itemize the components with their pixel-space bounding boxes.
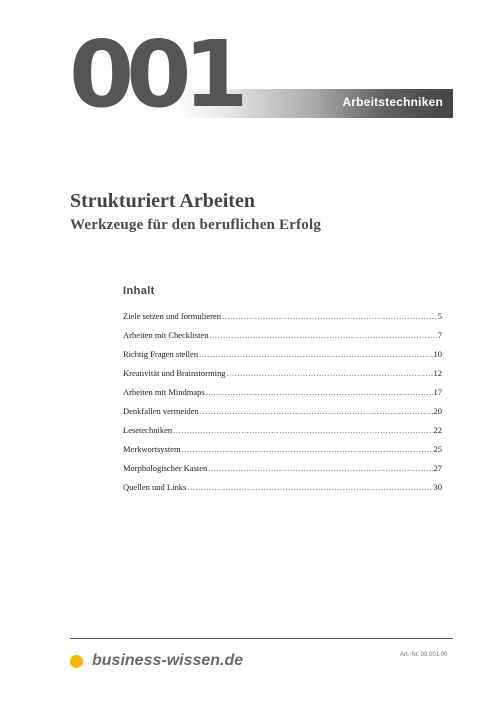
- toc-leader-dots: [173, 425, 432, 435]
- toc-item-page: 25: [433, 444, 442, 454]
- toc-item-label: Morphologischer Kasten: [123, 463, 208, 473]
- toc-item[interactable]: [123, 368, 442, 387]
- brand-logo[interactable]: [70, 652, 243, 670]
- toc-leader-dots: [209, 330, 436, 340]
- toc-item-page: 5: [437, 311, 442, 321]
- toc-item-page: 12: [433, 368, 442, 378]
- toc-item[interactable]: [123, 349, 442, 368]
- toc-item-label: Richtig Fragen stellen: [123, 349, 199, 359]
- toc-item-page: 27: [433, 463, 442, 473]
- toc-item-label: Ziele setzen und formulieren: [123, 311, 221, 321]
- toc-heading: Inhalt: [123, 285, 155, 297]
- toc-item[interactable]: [123, 311, 442, 330]
- toc-item-label: Quellen und Links: [123, 482, 187, 492]
- toc-item-label: Denkfallen vermeiden: [123, 406, 199, 416]
- toc-leader-dots: [208, 463, 432, 473]
- toc-leader-dots: [206, 387, 433, 397]
- toc-item-label: Arbeiten mit Mindmaps: [123, 387, 205, 397]
- toc-item[interactable]: [123, 444, 442, 463]
- toc-leader-dots: [182, 444, 433, 454]
- toc-leader-dots: [200, 406, 433, 416]
- document-title: Strukturiert Arbeiten: [70, 190, 255, 212]
- toc-leader-dots: [226, 368, 432, 378]
- document-subtitle: Werkzeuge für den beruflichen Erfolg: [70, 217, 322, 233]
- toc-item-label: Arbeiten mit Checklisten: [123, 330, 209, 340]
- toc-item[interactable]: [123, 330, 442, 349]
- toc-item-label: Kreativität und Brainstorming: [123, 368, 226, 378]
- toc-item-page: 17: [433, 387, 442, 397]
- article-number: Art.-Nr. 99.001.00: [400, 652, 448, 658]
- toc-item-page: 22: [433, 425, 442, 435]
- toc-leader-dots: [187, 482, 432, 492]
- toc-item-page: 10: [433, 349, 442, 359]
- toc-leader-dots: [199, 349, 432, 359]
- toc-item[interactable]: [123, 406, 442, 425]
- toc-item-label: Lesetechniken: [123, 425, 173, 435]
- toc-item-page: 7: [437, 330, 442, 340]
- toc-leader-dots: [222, 311, 437, 321]
- category-label: Arbeitstechniken: [342, 95, 443, 109]
- chapter-number: 001: [69, 21, 241, 128]
- toc-item[interactable]: [123, 482, 442, 501]
- toc-item[interactable]: [123, 463, 442, 482]
- toc-item[interactable]: [123, 425, 442, 444]
- footer-divider: [70, 638, 453, 639]
- toc-item[interactable]: [123, 387, 442, 406]
- toc-item-label: Merkwortsystem: [123, 444, 181, 454]
- toc-item-page: 20: [433, 406, 442, 416]
- brand-dot-icon: [70, 655, 83, 668]
- table-of-contents: [123, 311, 442, 501]
- brand-name: business-wissen.de: [92, 652, 244, 669]
- toc-item-page: 30: [433, 482, 442, 492]
